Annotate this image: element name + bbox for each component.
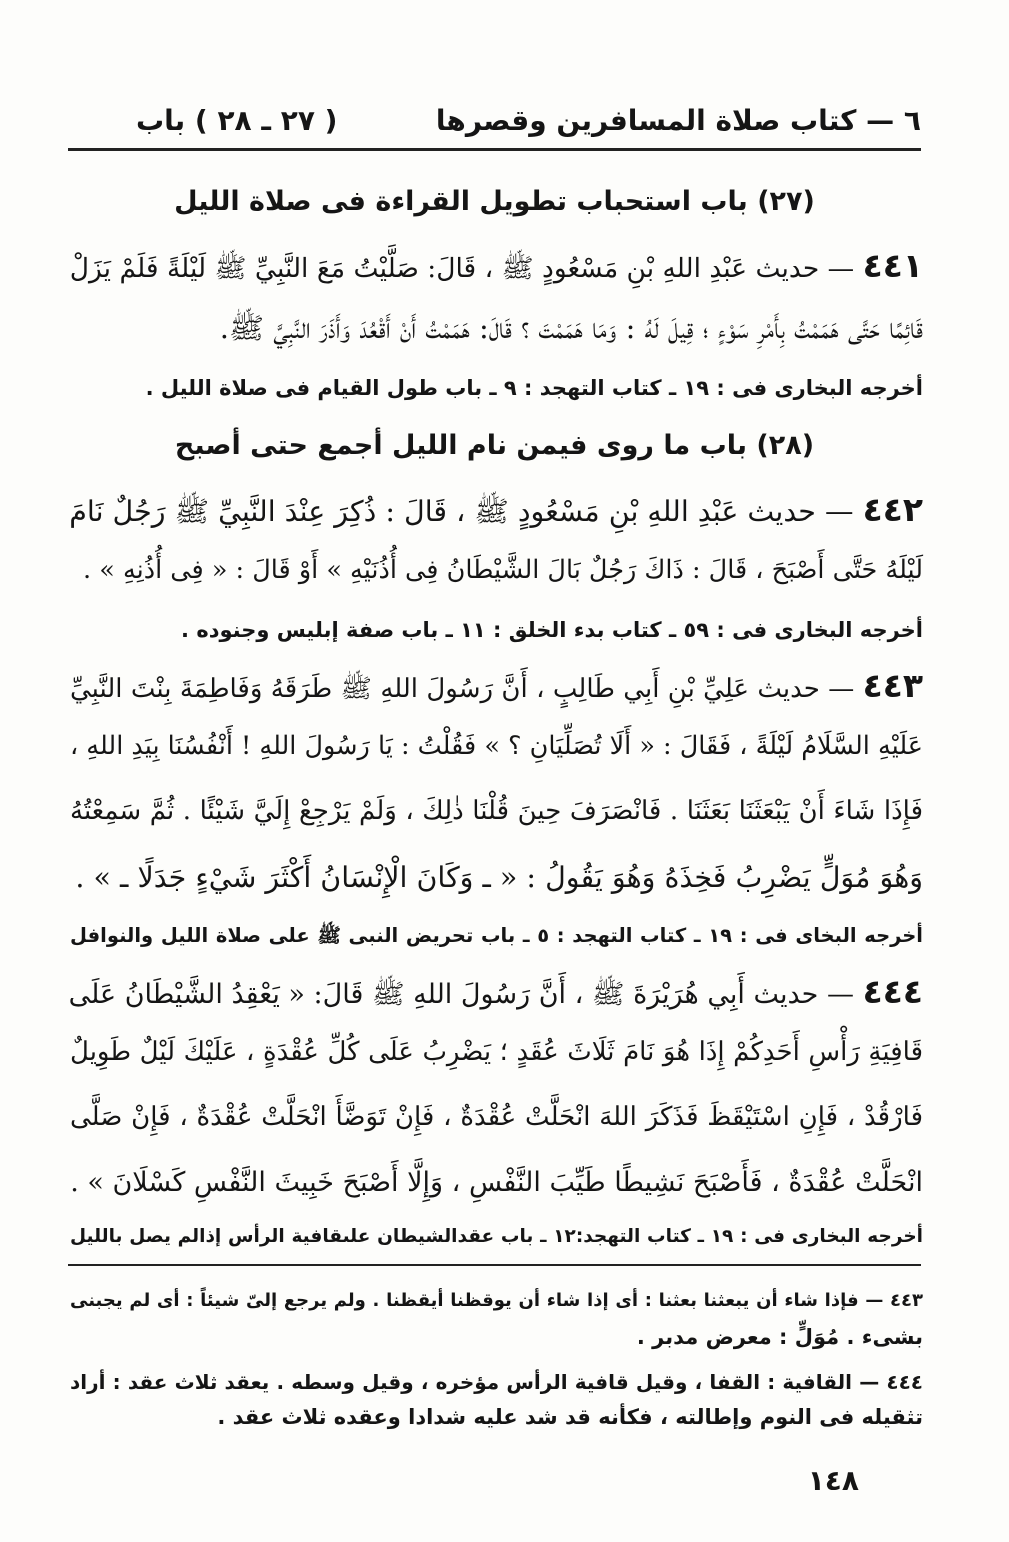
hadith-444-reference: أخرجه البخارى فى : ١٩ ـ كتاب التهجد:١٢ ـ باب عقدالشيطان علىقافية الرأس إذالم يصل بالليل [70,1226,924,1247]
hadith-443-line-3: فَإِذَا شَاءَ أَنْ يَبْعَثَنَا بَعَثَنَا . فَانْصَرَفَ حِينَ قُلْنَا ذٰلِكَ ، وَلَمْ يَرْجِعْ إِلَيَّ شَيْئًا . ثُمَّ سَمِعْتُهُ [70,796,923,826]
hadith-444-line-3: فَارْقُدْ ، فَإِنِ اسْتَيْقَظَ فَذَكَرَ اللهَ انْحَلَّتْ عُقْدَةٌ ، فَإِنْ تَوَضَّأَ انْحَلَّتْ عُقْدَةٌ ، فَإِنْ صَلَّى [70,1102,923,1132]
footnote-rule [68,1264,921,1266]
footnote-444-line-2: تثقيله فى النوم وإطالته ، فكأنه قد شد عليه شدادا وعقده ثلاث عقد . [217,1405,923,1429]
hadith-441-line-1: ٤٤١ — حديث عَبْدِ اللهِ بْنِ مَسْعُودٍ ﷺ ، قَالَ: صَلَّيْتُ مَعَ النَّبِيِّ ﷺ لَيْلَةً فَلَمْ يَزَلْ [69,246,923,285]
page-number: ١٤٨ [807,1464,859,1497]
footnote-443-line-1: ٤٤٣ — فإذا شاء أن يبعثنا بعثنا : أى إذا شاء أن يوقظنا أيقظنا . ولم يرجع إلىّ شيئاً : أى لم يجبنى [70,1290,923,1311]
hadith-443-line-4: وَهُوَ مُوَلٍّ يَضْرِبُ فَخِذَهُ وَهُوَ يَقُولُ : « ـ وَكَانَ الْإِنْسَانُ أَكْثَرَ شَيْءٍ جَدَلًا ـ » . [75,861,923,894]
hadith-number: ٤٤٤ [862,972,923,1011]
header-rule [68,148,921,151]
hadith-441-reference: أخرجه البخارى فى : ١٩ ـ كتاب التهجد : ٩ ـ باب طول القيام فى صلاة الليل . [145,376,923,400]
hadith-number: ٤٤٢ [862,490,923,529]
header-book-title: ٦ — كتاب صلاة المسافرين وقصرها [435,104,921,137]
hadith-443-line-1: ٤٤٣ — حديث عَلِيِّ بْنِ أَبِي طَالِبٍ ، أَنَّ رَسُولَ اللهِ ﷺ طَرَقَهُ وَفَاطِمَةَ بِنْتَ النَّبِيِّ [70,666,924,705]
footnote-443-line-2: بشىء . مُوَلٍّ : معرض مدبر . [636,1325,923,1349]
hadith-442-line-2: لَيْلَهُ حَتَّى أَصْبَحَ ، قَالَ : ذَاكَ رَجُلٌ بَالَ الشَّيْطَانُ فِى أُذُنَيْهِ » أَوْ قَالَ : « فِى أُذُنِهِ » . [83,555,923,585]
hadith-number: ٤٤١ [862,246,923,285]
hadith-441-line-2: قَائِمًا حَتَّى هَمَمْتُ بِأَمْرِ سَوْءٍ ؛ قِيلَ لَهُ : وَمَا هَمَمْتَ ؟ قَالَ: هَمَمْتُ أَنْ أَقْعُدَ وَأَذَرَ النَّبِيَّ ﷺ. [219,311,923,345]
hadith-number: ٤٤٣ [862,666,924,705]
hadith-442-reference: أخرجه البخارى فى : ٥٩ ـ كتاب بدء الخلق : ١١ ـ باب صفة إبليس وجنوده . [181,618,923,642]
hadith-444-line-4: انْحَلَّتْ عُقْدَةٌ ، فَأَصْبَحَ نَشِيطًا طَيِّبَ النَّفْسِ ، وَإِلَّا أَصْبَحَ خَبِيثَ النَّفْسِ كَسْلَانَ » . [70,1167,923,1198]
hadith-444-line-2: قَافِيَةِ رَأْسِ أَحَدِكُمْ إِذَا هُوَ نَامَ ثَلَاثَ عُقَدٍ ؛ يَضْرِبُ عَلَى كُلِّ عُقْدَةٍ ، عَلَيْكَ لَيْلٌ طَوِيلٌ [70,1037,923,1067]
hadith-443-line-2: عَلَيْهِ السَّلَامُ لَيْلَةً ، فَقَالَ : « أَلَا تُصَلِّيَانِ ؟ » فَقُلْتُ : يَا رَسُولَ اللهِ ! أَنْفُسُنَا بِيَدِ اللهِ ، [69,731,923,761]
section-heading-27: (٢٧) باب استحباب تطويل القراءة فى صلاة الليل [174,186,815,217]
hadith-443-reference: أخرجه البخاى فى : ١٩ ـ كتاب التهجد : ٥ ـ باب تحريض النبى ﷺ على صلاة الليل والنوافل [70,924,923,947]
hadith-444-line-1: ٤٤٤ — حديث أَبِي هُرَيْرَةَ ﷺ ، أَنَّ رَسُولَ اللهِ ﷺ قَالَ: « يَعْقِدُ الشَّيْطَانُ عَلَى [68,972,923,1011]
running-header [68,100,921,146]
hadith-442-line-1: ٤٤٢ — حديث عَبْدِ اللهِ بْنِ مَسْعُودٍ ﷺ ، قَالَ : ذُكِرَ عِنْدَ النَّبِيِّ ﷺ رَجُلٌ نَامَ [69,490,923,529]
section-heading-28: (٢٨) باب ما روى فيمن نام الليل أجمع حتى أصبح [174,430,815,461]
footnote-444-line-1: ٤٤٤ — القافية : القفا ، وقيل قافية الرأس مؤخره ، وقيل وسطه . يعقد ثلاث عقد : أراد [70,1370,923,1394]
header-chapter-range: ( ٢٧ ـ ٢٨ ) باب [136,104,338,137]
